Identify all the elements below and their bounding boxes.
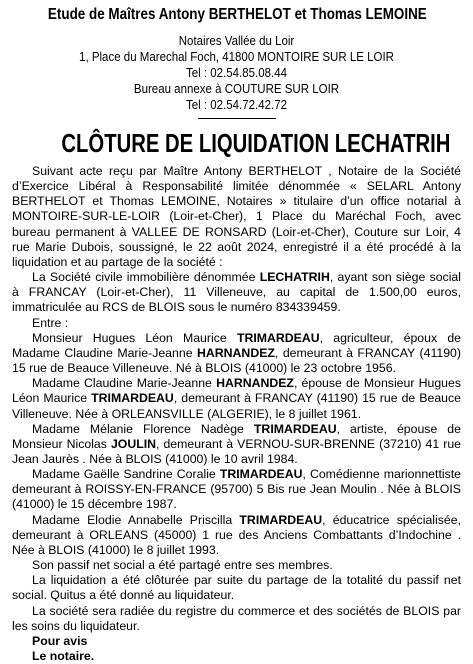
bold-name: TRIMARDEAU: [239, 512, 323, 527]
text-run: , épouse de Monsieur Hugues Léon Maurice: [12, 376, 461, 406]
notice-body: [12, 164, 461, 664]
notice-paragraph: [12, 376, 461, 421]
text-run: , demeurant à VERNOU-SUR-BRENNE (37210) 41 rue Jean Jaurès . Née à BLOIS (41000) le 10 avril 1984.: [12, 436, 462, 466]
notice-title: CLÔTURE DE LIQUIDATION LECHATRIH: [61, 128, 451, 158]
bold-name: TRIMARDEAU: [236, 330, 320, 345]
bold-name: TRIMARDEAU: [91, 391, 174, 406]
text-run: , éducatrice spécialisée, demeurant à ORLEANS (45000) 1 rue des Anciens Combattants d’Indochine . Née à BLOIS (41000) le 8 juillet 1993.: [12, 512, 461, 557]
bold-name: HARNANDEZ: [197, 345, 275, 360]
text-run: , demeurant à FRANCAY (41190) 15 rue de Beauce Villeneuve. Née à ORLEANSVILLE (ALGERIE), le 8 juillet 1961.: [12, 391, 461, 421]
text-run: Entre :: [32, 315, 69, 330]
closing-signature: Le notaire.: [32, 649, 95, 663]
text-run: Madame Claudine Marie-Jeanne: [32, 376, 217, 391]
text-run: Madame Mélanie Florence Nadège: [32, 421, 254, 436]
text-run: Madame Gaëlle Sandrine Coralie: [32, 467, 220, 482]
annex-phone: Tel : 02.54.72.42.72: [185, 98, 288, 112]
bold-name: TRIMARDEAU: [219, 467, 303, 482]
text-run: , artiste, épouse de Monsieur Nicolas: [12, 421, 461, 451]
firm-heading: Etude de Maîtres Antony BERTHELOT et Thomas LEMOINE: [47, 6, 427, 23]
notice-paragraph: [12, 604, 461, 634]
bold-name: JOULIN: [110, 436, 157, 451]
notice-paragraph: [12, 316, 461, 331]
text-run: La société sera radiée du registre du commerce et des sociétés de BLOIS par les soins du liquidateur.: [12, 603, 461, 633]
firm-name-line: Notaires Vallée du Loir: [178, 34, 295, 48]
notice-paragraph: [12, 331, 461, 376]
text-run: , demeurant à FRANCAY (41190) 15 rue de Beauce Villeneuve. Né à BLOIS (41000) le 23 octobre 1956.: [12, 345, 461, 376]
notice-paragraph: [12, 422, 461, 467]
text-run: , ayant son siège social à FRANCAY (Loir-et-Cher), 11 Villeneuve, au capital de 1.500,00 euros, immatriculée au RCS de BLOIS sous le numéro 834339459.: [12, 270, 462, 315]
text-run: La liquidation a été clôturée par suite du partage de la totalité du passif net social. Quitus a été donné au liquidateur.: [12, 573, 461, 603]
text-run: , Comédienne marionnettiste demeurant à ROISSY-EN-FRANCE (95700) 5 Bis rue Jean Moulin . Née à BLOIS (41000) le 15 décembre 1987.: [12, 467, 461, 512]
separator-rule: [198, 118, 276, 119]
bold-name: TRIMARDEAU: [253, 421, 337, 436]
notice-paragraphs: [12, 164, 461, 634]
text-run: Son passif net social a été partagé entre ses membres.: [32, 558, 333, 573]
text-run: , agriculteur, époux de Madame Claudine Marie-Jeanne: [12, 330, 462, 360]
text-run: Madame Elodie Annabelle Priscilla: [32, 512, 240, 527]
firm-address: 1, Place du Marechal Foch, 41800 MONTOIRE SUR LE LOIR: [79, 50, 394, 64]
bold-name: LECHATRIH: [259, 270, 330, 285]
text-run: La Société civile immobilière dénommée: [32, 270, 260, 285]
annex-office: Bureau annexe à COUTURE SUR LOIR: [133, 82, 340, 96]
bold-name: HARNANDEZ: [216, 376, 294, 391]
notice-paragraph: [12, 573, 461, 603]
firm-phone: Tel : 02.54.85.08.44: [185, 66, 288, 80]
notice-paragraph: [12, 164, 461, 270]
notice-paragraph: [12, 270, 461, 315]
closing-pour-avis: Pour avis: [32, 633, 88, 648]
notice-paragraph: [12, 467, 461, 512]
notice-paragraph: [12, 513, 461, 558]
text-run: Monsieur Hugues Léon Maurice: [32, 330, 237, 345]
notice-paragraph: [12, 558, 461, 573]
text-run: Suivant acte reçu par Maître Antony BERTHELOT , Notaire de la Société d’Exercice Libéral à Responsabilité limitée dénommée « SELARL Antony BERTHELOT et Thomas LEMOINE, Notaires » titulaire d’un office notarial à MONTOIRE-SUR-LE-LOIR (Loir-et-Cher), 1 Place du Maréchal Foch, avec bureau permanent à VALLEE DE RONSARD (Loir-et-Cher), Couture sur Loir, 4 rue Marie Dubois, soussigné, le 22 août 2024, enregistré il a été procédé à la liquidation et au partage de la société :: [12, 164, 461, 269]
